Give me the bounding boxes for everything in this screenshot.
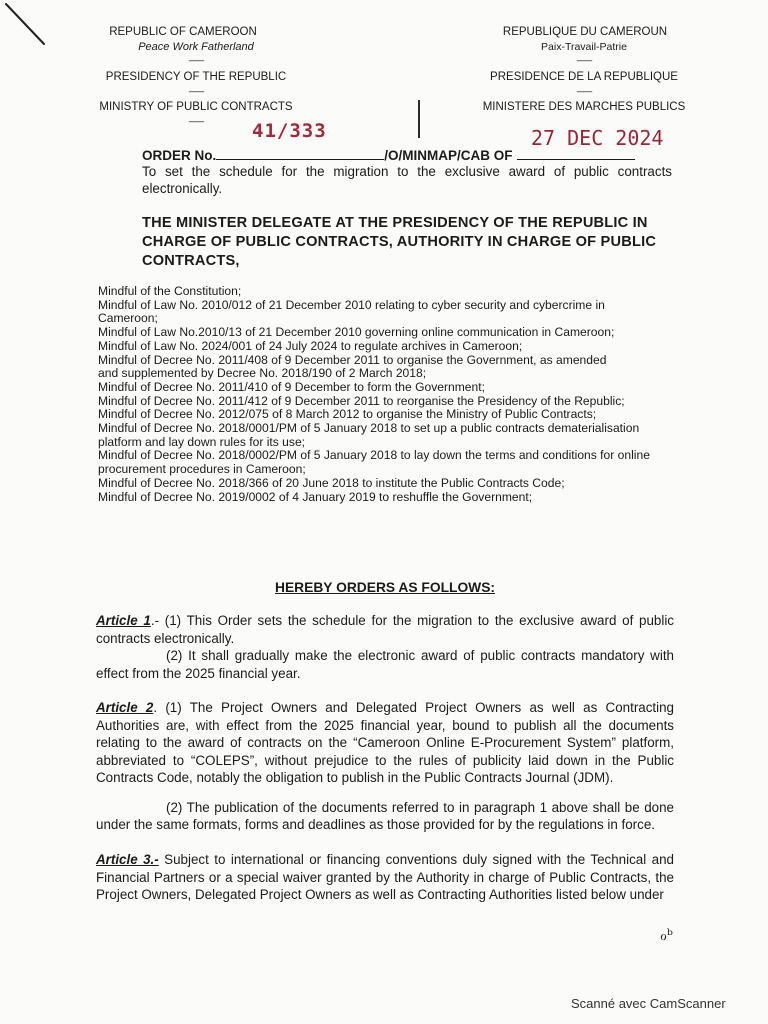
article-2 [96,699,674,834]
order-suffix: /O/MINMAP/CAB OF [384,148,513,163]
pen-stroke-mark [0,0,60,60]
mindful-line: Mindful of Decree No. 2018/0001/PM of 5 January 2018 to set up a public contracts dematerialisation [98,421,640,436]
mindful-line: Mindful of Law No. 2010/012 of 21 December 2010 relating to cyber security and cybercrime in [98,297,605,312]
order-label: ORDER No. [142,148,217,163]
header-left-presidency: PRESIDENCY OF THE REPUBLIC [105,71,287,83]
mindful-line: Mindful of Decree No. 2011/410 of 9 December to form the Government; [98,379,485,394]
article-2-para-1: (1) The Project Owners and Delegated Project Owners as well as Contracting Authorities are, with effect from the 2025 financial year, bound to publish all the documents relating to the award of contracts on the “Cameroon Online E-Procurement System” platform, abbreviated to “COLEPS”, without prejudice to the rules of publicity laid down in the Public Contracts Code, notably the obligation to publish in the Public Contracts Journal (JDM). [96,700,675,785]
article-2-para-2: (2) The publication of the documents referred to in paragraph 1 above shall be done under the same formats, forms and deadlines as those provided for by the regulations in force. [96,799,674,832]
order-number-blank [216,159,384,160]
article-1 [96,612,674,682]
article-1-label: Article 1 [96,613,151,628]
minister-title-line: CONTRACTS, [142,253,240,269]
mindful-line: Mindful of Decree No. 2012/075 of 8 March 2012 to organise the Ministry of Public Contracts; [98,407,597,422]
header-left-country: REPUBLIC OF CAMEROON [109,26,257,38]
article-3-para-1: Subject to international or financing conventions duly signed with the Technical and Financial Partners or a special waiver granted by the Authority in charge of Public Contracts, the Project Owners, Delegated Project Owners as well as Contracting Authorities listed below under [96,852,674,902]
article-1-sep: .- [150,613,165,628]
mindful-line: Mindful of Law No.2010/13 of 21 December 2010 governing online communication in Cameroon; [98,325,615,340]
header-right-presidency: PRESIDENCE DE LA REPUBLIQUE [490,71,678,83]
mindful-line: Mindful of Decree No. 2011/408 of 9 December 2011 to organise the Government, as amended [98,352,607,367]
mindful-line: Mindful of Decree No. 2019/0002 of 4 January 2019 to reshuffle the Government; [98,489,533,504]
handwritten-initials: ℴᵇ [660,926,673,944]
header-right-separator: --------- [576,87,592,96]
mindful-list [98,285,678,504]
binding-mark [418,100,420,138]
mindful-line: procurement procedures in Cameroon; [98,462,306,477]
minister-title-line: THE MINISTER DELEGATE AT THE PRESIDENCY OF THE REPUBLIC IN [142,215,648,231]
order-subject: To set the schedule for the migration to the exclusive award of public contracts electronically. [142,164,672,196]
article-1-para-2: (2) It shall gradually make the electronic award of public contracts mandatory with effect from the 2025 financial year. [96,648,674,681]
mindful-line: Mindful of the Constitution; [98,284,242,298]
header-right-ministry: MINISTERE DES MARCHES PUBLICS [482,101,686,113]
order-number-handwritten: 41/333 [252,120,327,142]
mindful-line: Mindful of Decree No. 2011/412 of 9 December 2011 to reorganise the Presidency of the Republic; [98,393,625,408]
article-2-label: Article 2 [96,700,154,715]
header-right-motto: Paix-Travail-Patrie [541,41,627,53]
order-line [142,148,635,163]
header-left-separator: --------- [188,87,204,96]
mindful-line: Cameroon; [98,311,158,326]
minister-title [142,214,677,271]
header-left-motto: Peace Work Fatherland [138,41,254,53]
article-2-sep: . [153,700,166,715]
orders-heading: HEREBY ORDERS AS FOLLOWS: [275,580,495,595]
header-left-separator: --------- [188,56,204,65]
header-left-separator: --------- [188,117,204,126]
article-1-para-1: (1) This Order sets the schedule for the migration to the exclusive award of public contracts electronically. [96,613,674,646]
camscanner-footer: Scanné avec CamScanner [571,996,726,1011]
mindful-line: Mindful of Decree No. 2018/366 of 20 June 2018 to institute the Public Contracts Code; [98,475,565,490]
mindful-line: and supplemented by Decree No. 2018/190 of 2 March 2018; [98,366,427,381]
mindful-line: Mindful of Decree No. 2018/0002/PM of 5 January 2018 to lay down the terms and conditions for online [98,448,650,463]
header-right-separator: --------- [576,56,592,65]
mindful-line: platform and lay down rules for its use; [98,434,306,449]
minister-title-line: CHARGE OF PUBLIC CONTRACTS, AUTHORITY IN CHARGE OF PUBLIC [142,234,657,250]
header-right-country: REPUBLIQUE DU CAMEROUN [502,26,668,38]
article-3 [96,851,674,904]
article-3-label: Article 3.- [96,852,159,867]
date-stamp: 27 DEC 2024 [531,126,664,150]
header-left-ministry: MINISTRY OF PUBLIC CONTRACTS [99,101,293,113]
mindful-line: Mindful of Law No. 2024/001 of 24 July 2024 to regulate archives in Cameroon; [98,338,523,353]
order-date-blank [517,159,635,160]
